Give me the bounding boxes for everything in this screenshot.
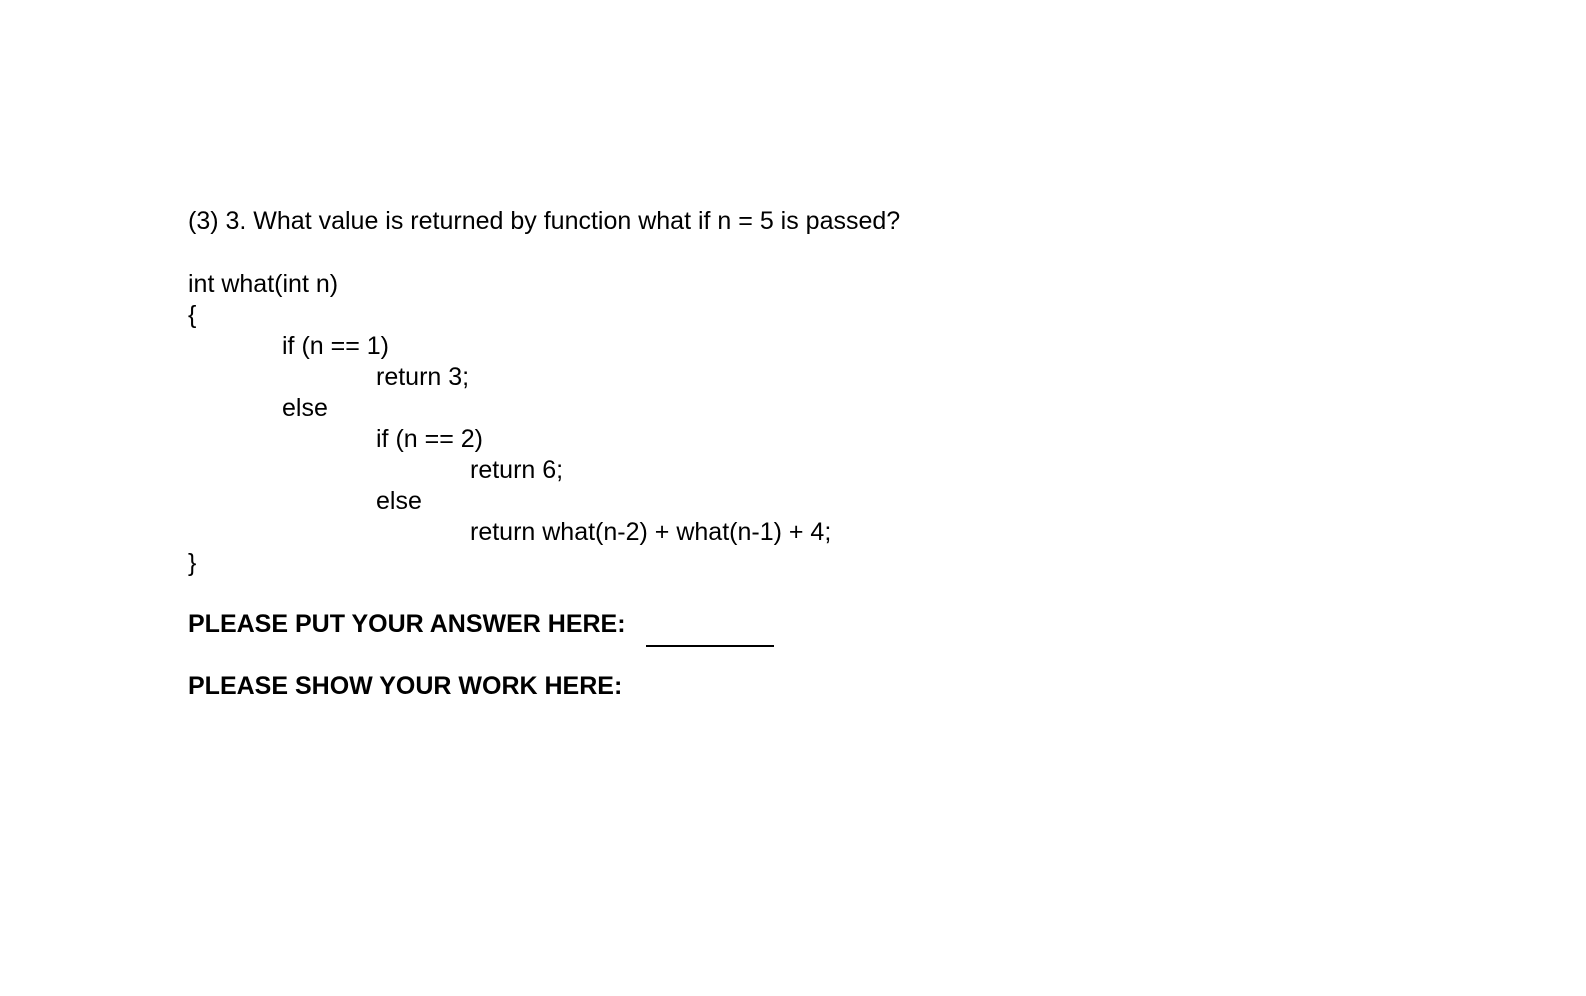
code-if-n-equals-2: if (n == 2): [376, 425, 483, 453]
code-function-signature: int what(int n): [188, 270, 339, 298]
code-if-n-equals-1: if (n == 1): [282, 332, 389, 360]
question-text: (3) 3. What value is returned by function what if n = 5 is passed?: [188, 207, 901, 235]
code-else-1: else: [282, 394, 328, 422]
answer-blank-line[interactable]: [646, 645, 774, 647]
code-open-brace: {: [188, 301, 197, 329]
answer-prompt: PLEASE PUT YOUR ANSWER HERE:: [188, 610, 626, 638]
code-return-3: return 3;: [376, 363, 470, 391]
code-else-2: else: [376, 487, 422, 515]
code-close-brace: }: [188, 549, 197, 577]
work-prompt: PLEASE SHOW YOUR WORK HERE:: [188, 672, 623, 700]
code-return-6: return 6;: [470, 456, 564, 484]
code-return-recursive: return what(n-2) + what(n-1) + 4;: [470, 518, 832, 546]
